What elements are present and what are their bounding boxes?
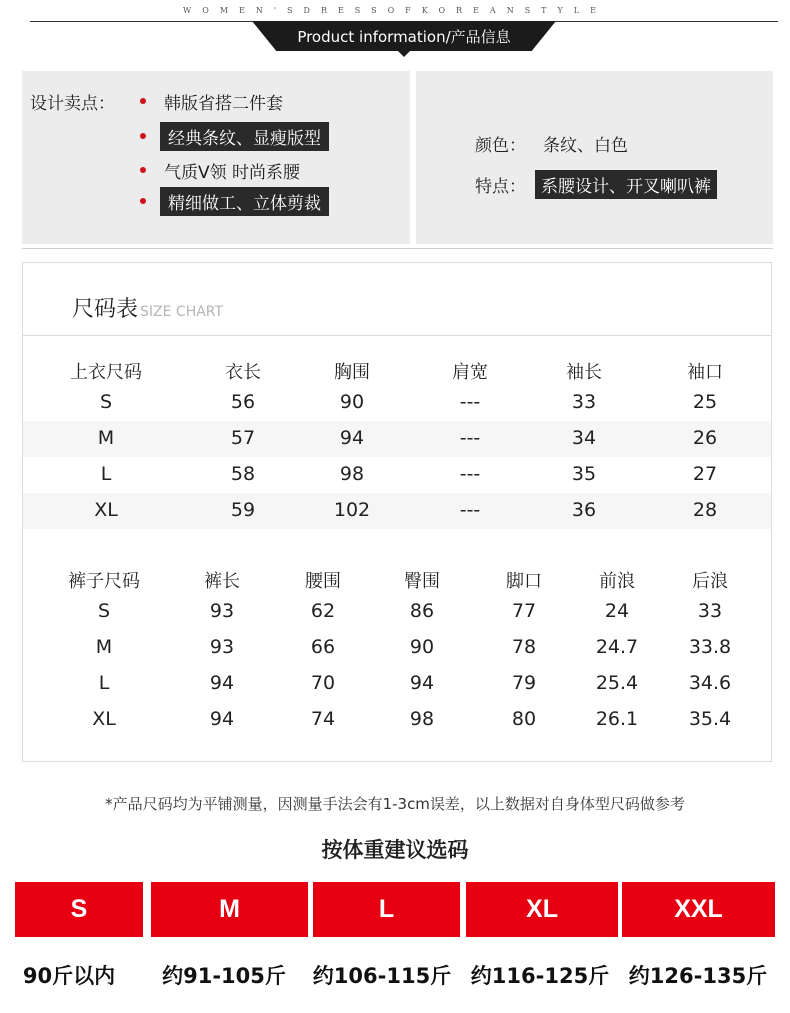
pants-table-cell: XL — [92, 708, 116, 730]
top-table-cell: 59 — [230, 499, 256, 521]
pants-table-cell: 90 — [409, 636, 435, 658]
pants-table-cell: 86 — [409, 600, 435, 622]
top-table-header-cell: 肩宽 — [452, 362, 488, 383]
size-chart-divider — [23, 335, 771, 336]
top-table-cell: 90 — [339, 391, 365, 413]
top-table-cell: 36 — [571, 499, 597, 521]
pants-table-cell: 77 — [511, 600, 537, 622]
pants-table-cell: 34.6 — [688, 672, 732, 694]
size-chart-title — [72, 292, 223, 323]
measurement-note: *产品尺码均为平铺测量，因测量手法会有1-3cm误差，以上数据对自身体型尺码做参考 — [105, 795, 685, 813]
top-table-header-cell: 上衣尺码 — [70, 362, 142, 383]
pants-table-cell: S — [97, 600, 111, 622]
top-table-cell: 94 — [339, 427, 365, 449]
pants-table-row — [23, 702, 771, 738]
color-label: 颜色： — [475, 136, 526, 156]
pants-table-cell: 70 — [310, 672, 336, 694]
pants-table-cell: 74 — [310, 708, 336, 730]
header-banner-title: Product information/产品信息 — [297, 28, 511, 46]
attributes-panel — [416, 71, 773, 244]
color-value: 条纹、白色 — [543, 136, 628, 156]
bullet-dot-icon — [140, 167, 146, 173]
top-table-cell: L — [100, 463, 112, 485]
pants-table-cell: 98 — [409, 708, 435, 730]
top-table-header-cell: 袖口 — [687, 362, 723, 383]
top-table-header-cell: 衣长 — [225, 362, 261, 383]
feature-label: 特点： — [475, 177, 526, 197]
size-m-badge: M — [151, 882, 308, 937]
feature-text: 韩版省搭二件套 — [164, 93, 283, 114]
pants-table-cell: 94 — [209, 672, 235, 694]
top-table-cell: --- — [459, 499, 481, 521]
feature-item — [140, 188, 329, 214]
feature-item — [140, 88, 291, 114]
pants-table-cell: 78 — [511, 636, 537, 658]
weight-range-label: 约91-105斤 — [162, 964, 286, 988]
top-table-row — [23, 385, 771, 421]
top-table-cell: 27 — [692, 463, 718, 485]
pants-table-header-cell: 脚口 — [506, 571, 542, 592]
top-table-cell: 33 — [571, 391, 597, 413]
pants-table-cell: 26.1 — [595, 708, 639, 730]
banner-notch — [397, 50, 411, 57]
pants-table-header-cell: 臀围 — [404, 571, 440, 592]
top-table-cell: 98 — [339, 463, 365, 485]
top-table-cell: 57 — [230, 427, 256, 449]
size-chart-subtitle: SIZE CHART — [140, 304, 224, 320]
pants-table-header-cell: 后浪 — [692, 571, 728, 592]
pants-table-cell: 62 — [310, 600, 336, 622]
top-table-cell: 25 — [692, 391, 718, 413]
top-table-header-row — [23, 352, 771, 388]
size-s-badge: S — [15, 882, 143, 937]
pants-table-cell: 24.7 — [595, 636, 639, 658]
feature-text: 精细做工、立体剪裁 — [160, 187, 329, 216]
pants-table-header-cell: 裤长 — [204, 571, 240, 592]
pants-table-cell: 93 — [209, 636, 235, 658]
size-xxl-badge: XXL — [622, 882, 775, 937]
pants-table-cell: 93 — [209, 600, 235, 622]
pants-table-cell: 80 — [511, 708, 537, 730]
top-table-cell: S — [99, 391, 113, 413]
pants-table-row — [23, 666, 771, 702]
top-table-cell: 34 — [571, 427, 597, 449]
top-table-cell: 26 — [692, 427, 718, 449]
bullet-dot-icon — [140, 98, 146, 104]
pants-table-header-row — [23, 561, 771, 597]
weight-range-label: 约116-125斤 — [470, 964, 610, 988]
pants-table-cell: 25.4 — [595, 672, 639, 694]
top-table-row — [23, 493, 771, 529]
top-table-cell: --- — [459, 391, 481, 413]
bullet-dot-icon — [140, 133, 146, 139]
pants-table-header-cell: 腰围 — [305, 571, 341, 592]
size-xl-badge: XL — [466, 882, 618, 937]
pants-table-cell: L — [98, 672, 110, 694]
features-label: 设计卖点： — [30, 94, 115, 114]
pants-table-cell: 94 — [209, 708, 235, 730]
top-table-cell: 58 — [230, 463, 256, 485]
top-table-cell: 56 — [230, 391, 256, 413]
pants-table-row — [23, 594, 771, 630]
pants-table-cell: 35.4 — [688, 708, 732, 730]
feature-value: 系腰设计、开叉喇叭裤 — [535, 170, 717, 199]
pants-table-header-cell: 前浪 — [599, 571, 635, 592]
pants-table-cell: 33.8 — [688, 636, 732, 658]
weight-range-label: 约106-115斤 — [312, 964, 452, 988]
top-table-cell: 102 — [333, 499, 371, 521]
feature-text: 经典条纹、显瘦版型 — [160, 122, 329, 151]
top-table-row — [23, 421, 771, 457]
weight-range-label: 90斤以内 — [22, 964, 116, 988]
top-table-cell: --- — [459, 427, 481, 449]
top-table-cell: M — [97, 427, 115, 449]
top-table-header-cell: 胸围 — [334, 362, 370, 383]
top-table-cell: 35 — [571, 463, 597, 485]
pants-table-cell: 66 — [310, 636, 336, 658]
pants-table-header-cell: 裤子尺码 — [68, 571, 140, 592]
pants-table-cell: 33 — [697, 600, 723, 622]
top-table-row — [23, 457, 771, 493]
top-table-cell: XL — [94, 499, 118, 521]
bullet-dot-icon — [140, 198, 146, 204]
pants-table-cell: 24 — [604, 600, 630, 622]
pants-table-cell: 79 — [511, 672, 537, 694]
header-tagline: WOMEN'SDRESSOFKOREANSTYLE — [183, 6, 607, 15]
pants-table-row — [23, 630, 771, 666]
top-table-cell: 28 — [692, 499, 718, 521]
size-chart-title-text: 尺码表 — [72, 297, 139, 322]
panel-divider — [22, 248, 773, 249]
top-table-cell: --- — [459, 463, 481, 485]
weight-range-label: 约126-135斤 — [628, 964, 768, 988]
feature-item — [140, 157, 308, 183]
feature-item — [140, 123, 329, 149]
pants-table-cell: M — [95, 636, 113, 658]
top-table-header-cell: 袖长 — [566, 362, 602, 383]
pants-table-cell: 94 — [409, 672, 435, 694]
recommendation-title: 按体重建议选码 — [321, 838, 469, 862]
size-l-badge: L — [313, 882, 460, 937]
feature-text: 气质V领 时尚系腰 — [164, 162, 301, 183]
